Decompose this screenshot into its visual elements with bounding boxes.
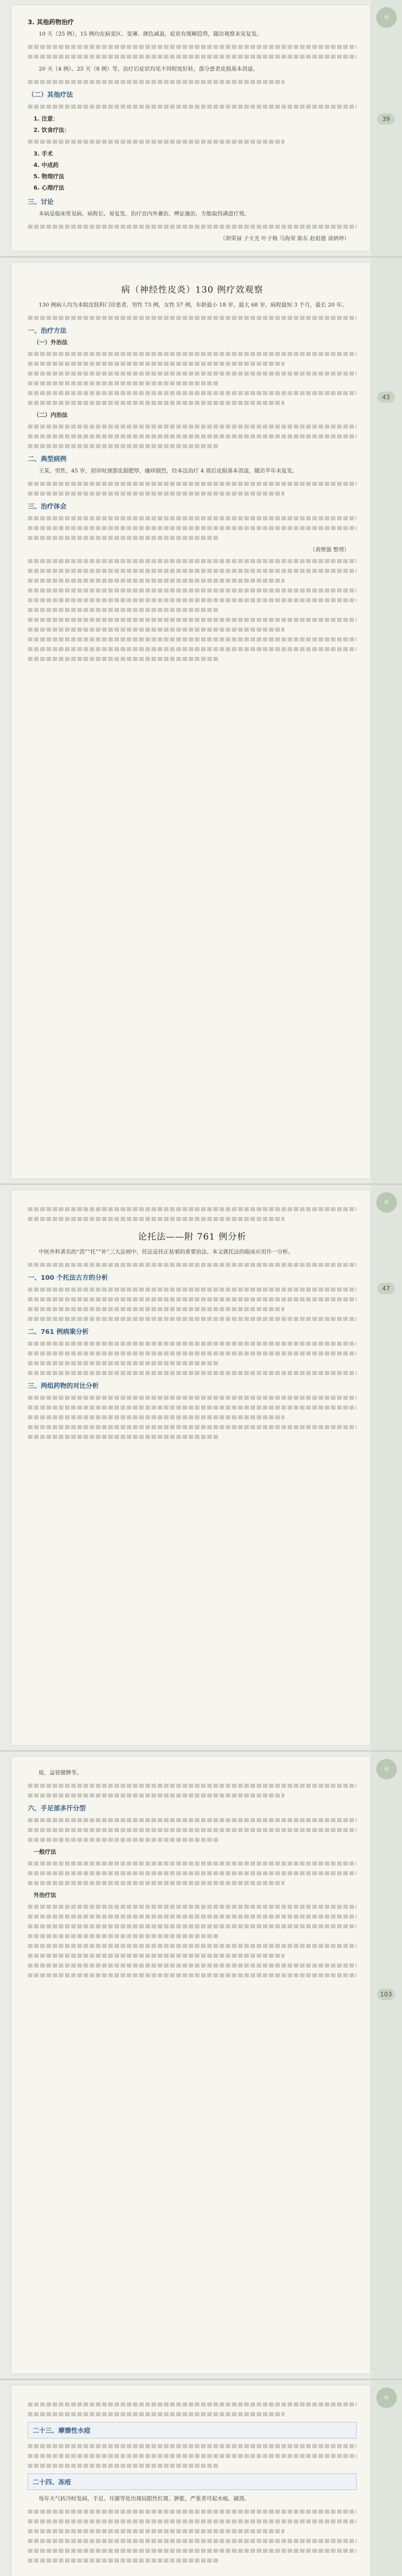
text-line [28,401,284,405]
side-margin [371,2380,402,2576]
text-line [28,391,357,395]
section-box [28,2422,357,2438]
page-2 [0,258,402,1185]
side-margin [371,258,402,1183]
text-line [28,225,357,229]
section-heading: 三、治疗体会 [28,502,67,510]
text-line [28,647,357,651]
side-margin [371,1752,402,2379]
text-line [28,55,357,59]
publisher-logo: ◎ [376,2387,397,2408]
document-sheet [11,5,370,251]
paragraph: 疮，益胃健脾等。 [39,1770,82,1776]
text-line [28,569,357,573]
subsection-heading: （一）外治法 [34,339,68,346]
paragraph: 王某，男性，45 岁，初诊时颈部皮损肥厚，瘙痒剧烈，经本法治疗 4 周后皮损基本消退，随访半年未复发。 [39,468,298,474]
side-margin [371,1185,402,1750]
text-line [28,559,357,563]
item: 2. 饮食疗法： [34,127,70,133]
text-line [28,140,284,144]
section-title: 3. 其他药物治疗 [28,19,74,26]
page-number: 39 [377,113,395,125]
text-line [28,1351,357,1355]
article-title: 论托法——附 761 例分析 [138,1232,247,1242]
text-line [28,1954,284,1958]
text-line [28,2519,357,2523]
text-line [28,1342,357,1346]
text-line [28,657,219,661]
text-line [28,492,284,496]
text-line [28,1828,357,1832]
text-line [28,45,357,49]
paragraph: 本病是临床常见病，病程长，易复发，治疗宜内外兼治，辨证施治，方能取得满意疗效。 [39,211,250,217]
page-number: 43 [377,392,395,403]
text-line [28,1435,219,1439]
text-line [28,2549,357,2553]
text-line [28,516,357,520]
text-line [28,1371,357,1375]
text-line [28,1861,357,1866]
page-number: 103 [377,1989,395,2000]
text-line [28,1317,357,1321]
page-1 [0,0,402,258]
page-number: 47 [377,1283,395,1294]
text-line [28,1415,284,1419]
text-line [28,1934,219,1938]
text-line [28,1793,284,1798]
text-line [28,1905,357,1909]
text-line [28,1784,357,1788]
publisher-logo: ◎ [376,7,397,28]
text-line [28,2464,219,2468]
text-line [28,1944,357,1948]
text-line [28,1914,357,1919]
section-heading: 二十四、冻疮 [32,2478,72,2486]
text-line [28,2558,219,2563]
document-sheet [11,1190,370,1745]
text-line [28,526,357,530]
section-heading: 二、761 例病案分析 [28,1328,89,1335]
text-line [28,2454,357,2458]
section-heading: 三、讨论 [28,198,54,206]
paragraph: 每年天气转冷时发病，手足、耳廓等处出现局限性红斑、肿胀，严重者可起水疱、破溃。 [39,2496,250,2502]
text-line [28,637,357,641]
paragraph: 130 例病人均为本院皮肤科门诊患者，男性 73 例，女性 57 例，年龄最小 18 岁，最大 68 岁，病程最短 3 个月，最长 20 年。 [39,302,347,308]
page-3 [0,1185,402,1752]
text-line [28,2529,284,2533]
text-line [28,2539,357,2543]
item: 1. 注意： [34,115,59,122]
text-line [28,1818,357,1822]
text-line [28,598,357,602]
text-line [28,579,284,583]
side-margin [371,0,402,256]
text-line [28,2510,357,2514]
paragraph: 20 天（4 例）、25 天（8 例）等，治疗后症状均见不同程度好转，部分患者皮损基本消退。 [39,66,259,72]
section-heading: 一、100 个托法古方的分析 [28,1274,108,1281]
text-line [28,1217,284,1221]
text-line [28,2444,357,2448]
text-line [28,1297,357,1301]
section-heading: （二）其他疗法 [28,91,73,98]
text-line [28,1405,357,1410]
text-line [28,444,219,448]
section-heading: 二十三、摩擦性水痘 [32,2427,91,2434]
text-line [28,80,284,84]
text-line [28,105,357,109]
text-line [28,1361,219,1365]
author-signature: （胡荣禄 子天光 叶子梅 马海荣 陈东 赵祖德 谈炳坤） [220,235,349,242]
document-sheet [11,1757,370,2374]
section-heading: 三、两组药物的对比分析 [28,1382,99,1389]
text-line [28,536,219,540]
text-line [28,316,357,320]
text-line [28,1207,357,1211]
item: 4. 中成药 [34,162,59,168]
text-line [28,1973,357,1977]
text-line [28,1396,357,1400]
section-heading: 一、治疗方法 [28,327,67,334]
text-line [28,352,357,356]
paragraph: 中医外科著名的“消”“托”“补”三大法则中，托法是扶正祛邪的重要治法，本文就托法的临床应用作一分析。 [39,1249,294,1255]
text-line [28,1307,284,1311]
subsection-heading: （二）内治法 [34,412,68,418]
text-line [28,362,284,366]
page-5 [0,2380,402,2576]
text-line [28,1871,357,1875]
document-sheet [11,2385,370,2576]
subsection-heading: 一般疗法 [34,1849,56,1855]
item: 6. 心理疗法 [34,184,64,191]
text-line [28,1425,357,1429]
text-line [28,618,357,622]
text-line [28,1838,219,1842]
section-box [28,2473,357,2490]
text-line [28,434,357,438]
document-sheet [11,263,370,1178]
text-line [28,1924,357,1928]
text-line [28,1263,357,1267]
text-line [28,608,219,612]
publisher-logo: ◎ [376,1759,397,1780]
text-line [28,1287,357,1292]
text-line [28,588,357,592]
item: 3. 手术 [34,150,53,157]
section-heading: 六、手足部多汗分型 [28,1804,86,1812]
text-line [28,381,219,385]
text-line [28,425,357,429]
subsection-heading: 外治疗法 [34,1892,56,1899]
text-line [28,482,357,486]
text-line [28,2402,357,2406]
text-line [28,1881,284,1885]
article-title: 病（神经性皮炎）130 例疗效观察 [121,285,263,295]
text-line [28,628,284,632]
text-line [28,1963,357,1968]
page-4 [0,1752,402,2380]
publisher-logo: ◎ [376,1192,397,1213]
text-line [28,2412,284,2416]
item: 5. 物理疗法 [34,173,64,180]
section-heading: 二、典型病例 [28,455,67,463]
text-line [28,371,357,376]
author-signature: （黄维强 整理） [310,547,349,553]
paragraph: 10 天（25 例），15 例均在病变区、变薄、颜色减退，症状有缓解趋势，随访观察未见复发。 [39,31,262,37]
